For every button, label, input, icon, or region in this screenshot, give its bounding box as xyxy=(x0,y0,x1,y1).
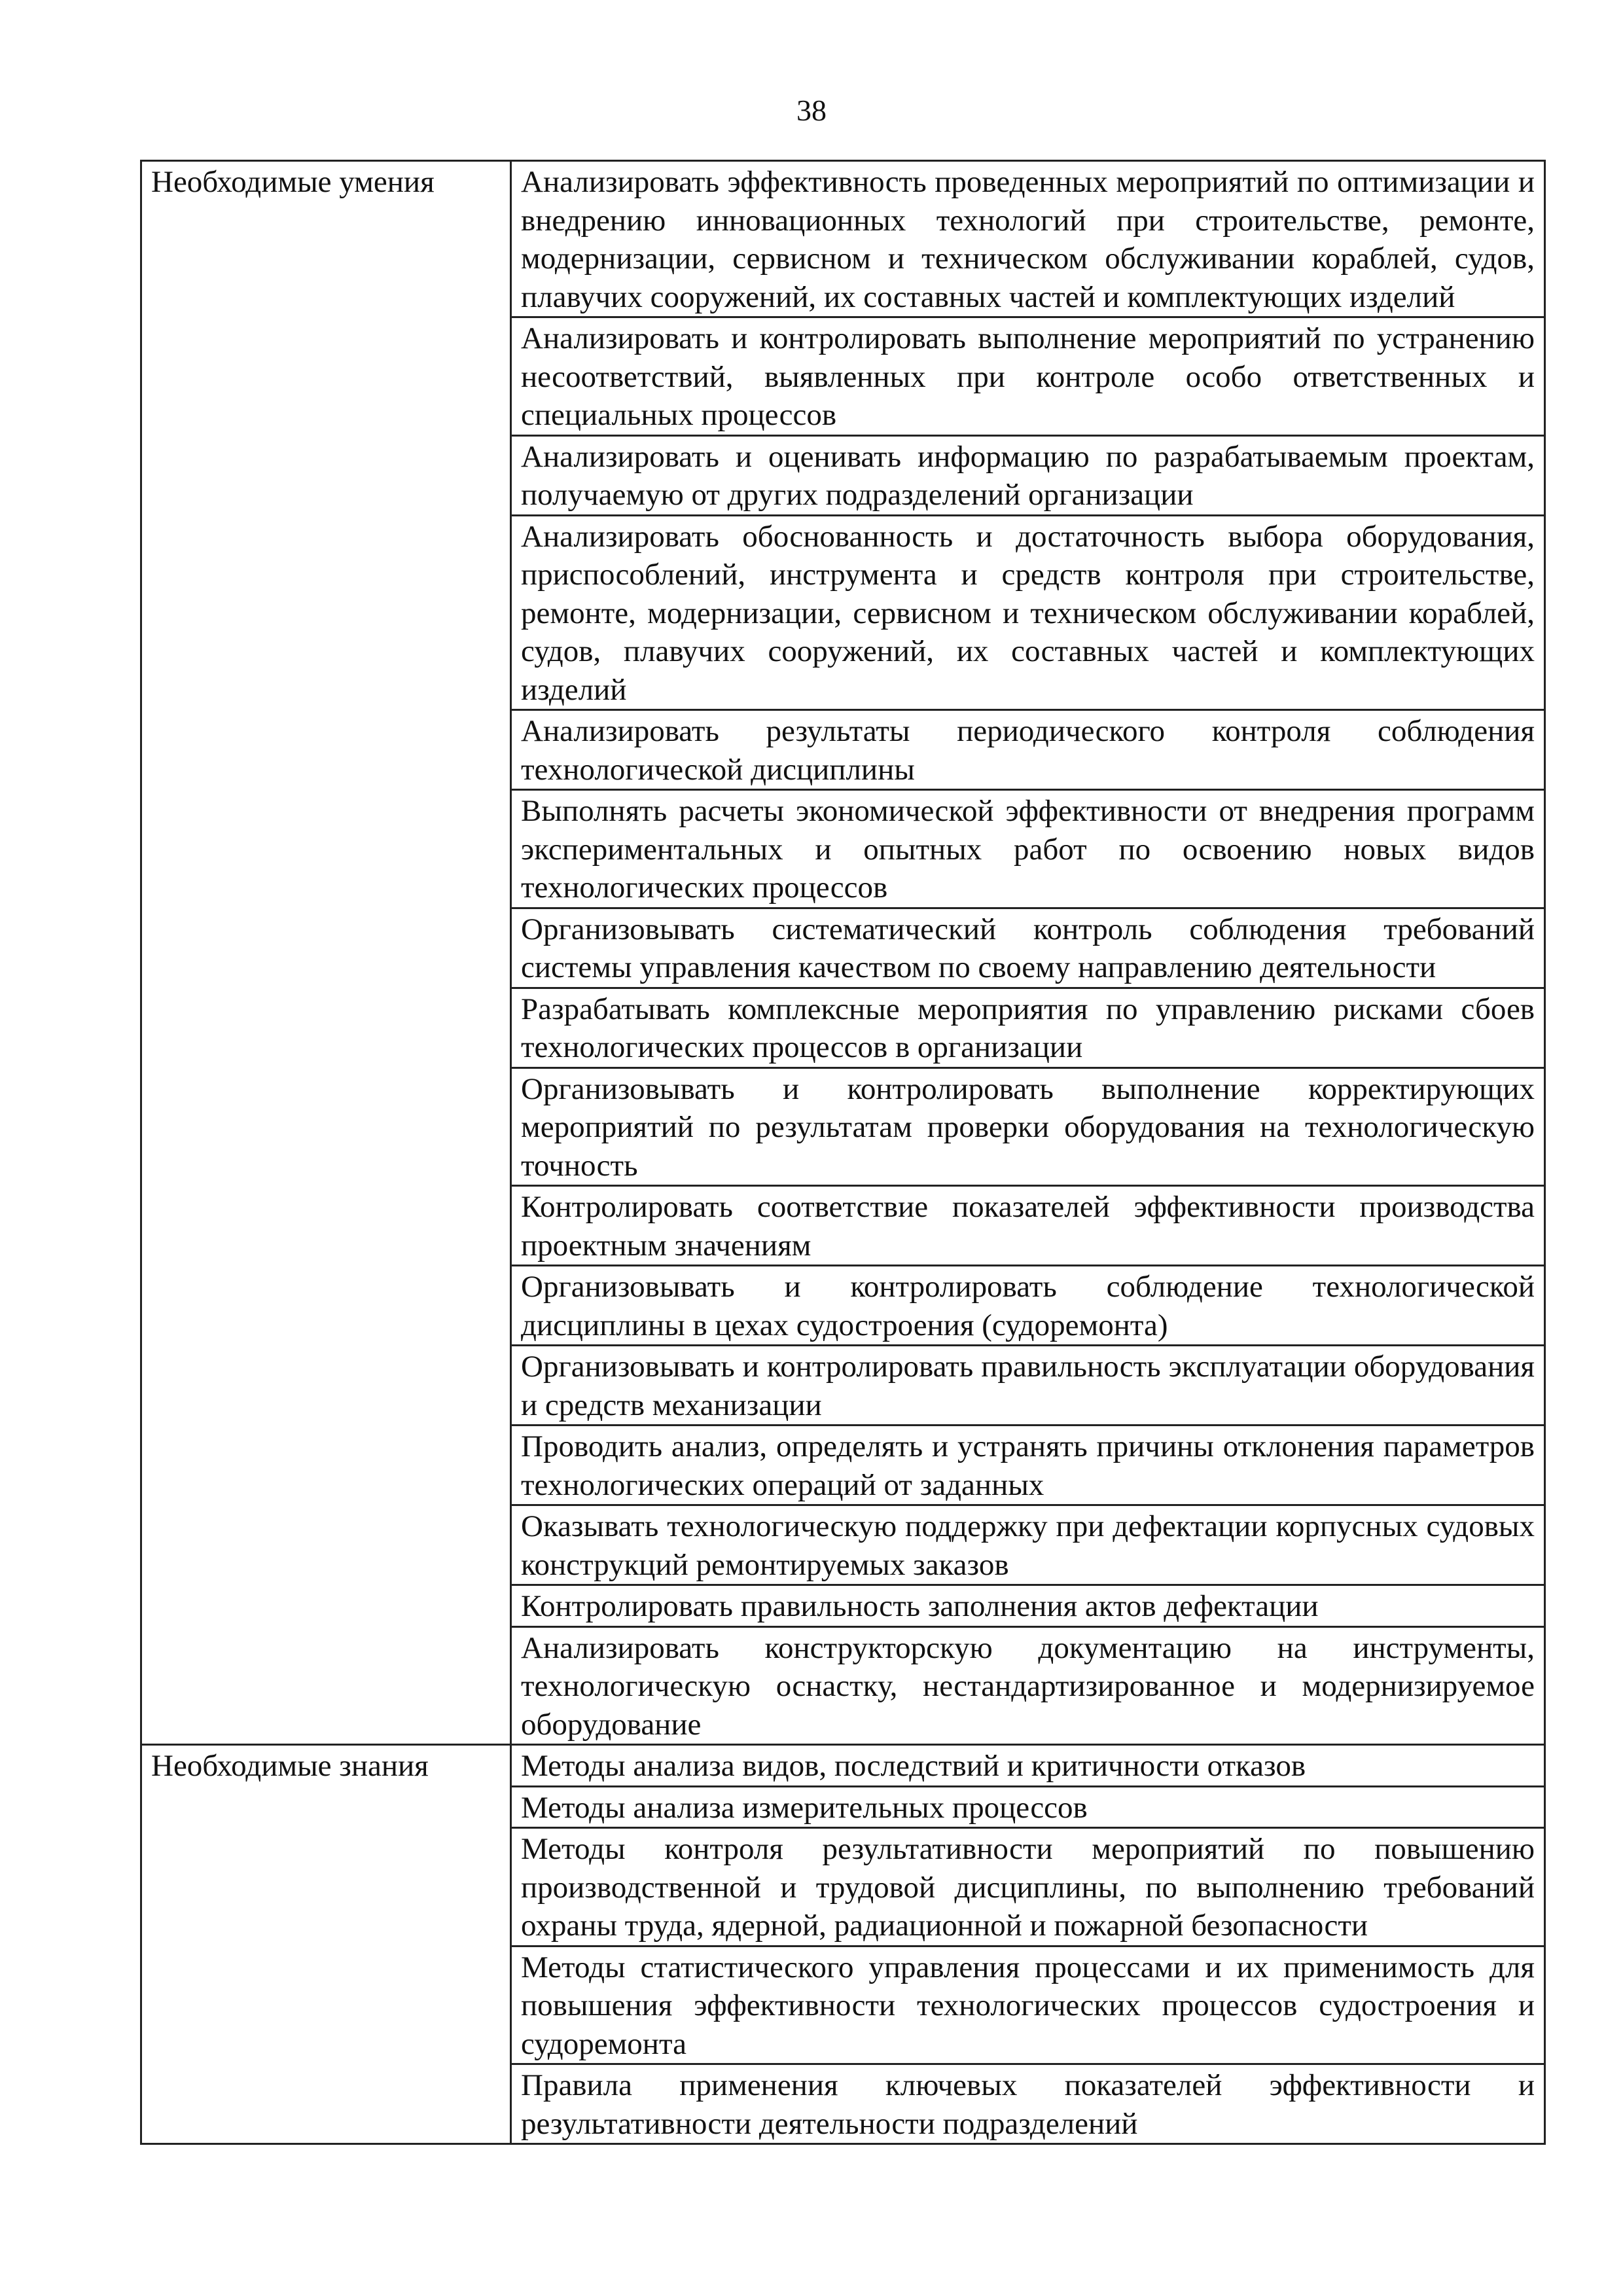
skill-item: Организовывать и контролировать правильность эксплуатации оборудования и средств механизации xyxy=(511,1346,1545,1426)
knowledge-item: Методы контроля результативности мероприятий по повышению производственной и трудовой дисциплины, по выполнению требований охраны труда, ядерной, радиационной и пожарной безопасности xyxy=(511,1828,1545,1946)
knowledge-item: Методы анализа измерительных процессов xyxy=(511,1786,1545,1828)
skill-item: Организовывать и контролировать соблюдение технологической дисциплины в цехах судостроения (судоремонта) xyxy=(511,1266,1545,1346)
skill-item: Анализировать и оценивать информацию по разрабатываемым проектам, получаемую от других подразделений организации xyxy=(511,435,1545,515)
skill-item: Анализировать конструкторскую документацию на инструменты, технологическую оснастку, нестандартизированное и модернизируемое оборудование xyxy=(511,1626,1545,1745)
skill-item: Проводить анализ, определять и устранять причины отклонения параметров технологических операций от заданных xyxy=(511,1426,1545,1505)
skill-item: Контролировать соответствие показателей эффективности производства проектным значениям xyxy=(511,1186,1545,1266)
table-row xyxy=(141,1745,1545,1787)
skill-item: Анализировать обоснованность и достаточность выбора оборудования, приспособлений, инструмента и средств контроля при строительстве, ремонте, модернизации, сервисном и техническом обслуживании кораблей, судов, плавучих сооружений, их составных частей и комплектующих изделий xyxy=(511,515,1545,710)
skill-item: Анализировать и контролировать выполнение мероприятий по устранению несоответствий, выявленных при контроле особо ответственных и специальных процессов xyxy=(511,317,1545,436)
knowledge-item: Правила применения ключевых показателей эффективности и результативности деятельности подразделений xyxy=(511,2064,1545,2144)
skill-item: Оказывать технологическую поддержку при дефектации корпусных судовых конструкций ремонтируемых заказов xyxy=(511,1505,1545,1585)
skill-item: Разрабатывать комплексные мероприятия по управлению рисками сбоев технологических процессов в организации xyxy=(511,988,1545,1067)
table-row xyxy=(141,161,1545,317)
skill-item: Контролировать правильность заполнения актов дефектации xyxy=(511,1585,1545,1627)
skill-item: Организовывать систематический контроль соблюдения требований системы управления качеством по своему направлению деятельности xyxy=(511,908,1545,988)
page-number: 38 xyxy=(796,94,827,127)
skill-item: Анализировать результаты периодического контроля соблюдения технологической дисциплины xyxy=(511,710,1545,790)
skill-item: Выполнять расчеты экономической эффективности от внедрения программ экспериментальных и опытных работ по освоению новых видов технологических процессов xyxy=(511,790,1545,908)
skills-label: Необходимые умения xyxy=(141,161,511,1745)
knowledge-item: Методы статистического управления процессами и их применимость для повышения эффективности технологических процессов судостроения и судоремонта xyxy=(511,1946,1545,2064)
knowledge-item: Методы анализа видов, последствий и критичности отказов xyxy=(511,1745,1545,1787)
skill-item: Анализировать эффективность проведенных мероприятий по оптимизации и внедрению инновационных технологий при строительстве, ремонте, модернизации, сервисном и техническом обслуживании кораблей, судов, плавучих сооружений, их составных частей и комплектующих изделий xyxy=(511,161,1545,317)
requirements-table xyxy=(140,160,1546,2145)
knowledge-label: Необходимые знания xyxy=(141,1745,511,2144)
skill-item: Организовывать и контролировать выполнение корректирующих мероприятий по результатам проверки оборудования на технологическую точность xyxy=(511,1067,1545,1186)
